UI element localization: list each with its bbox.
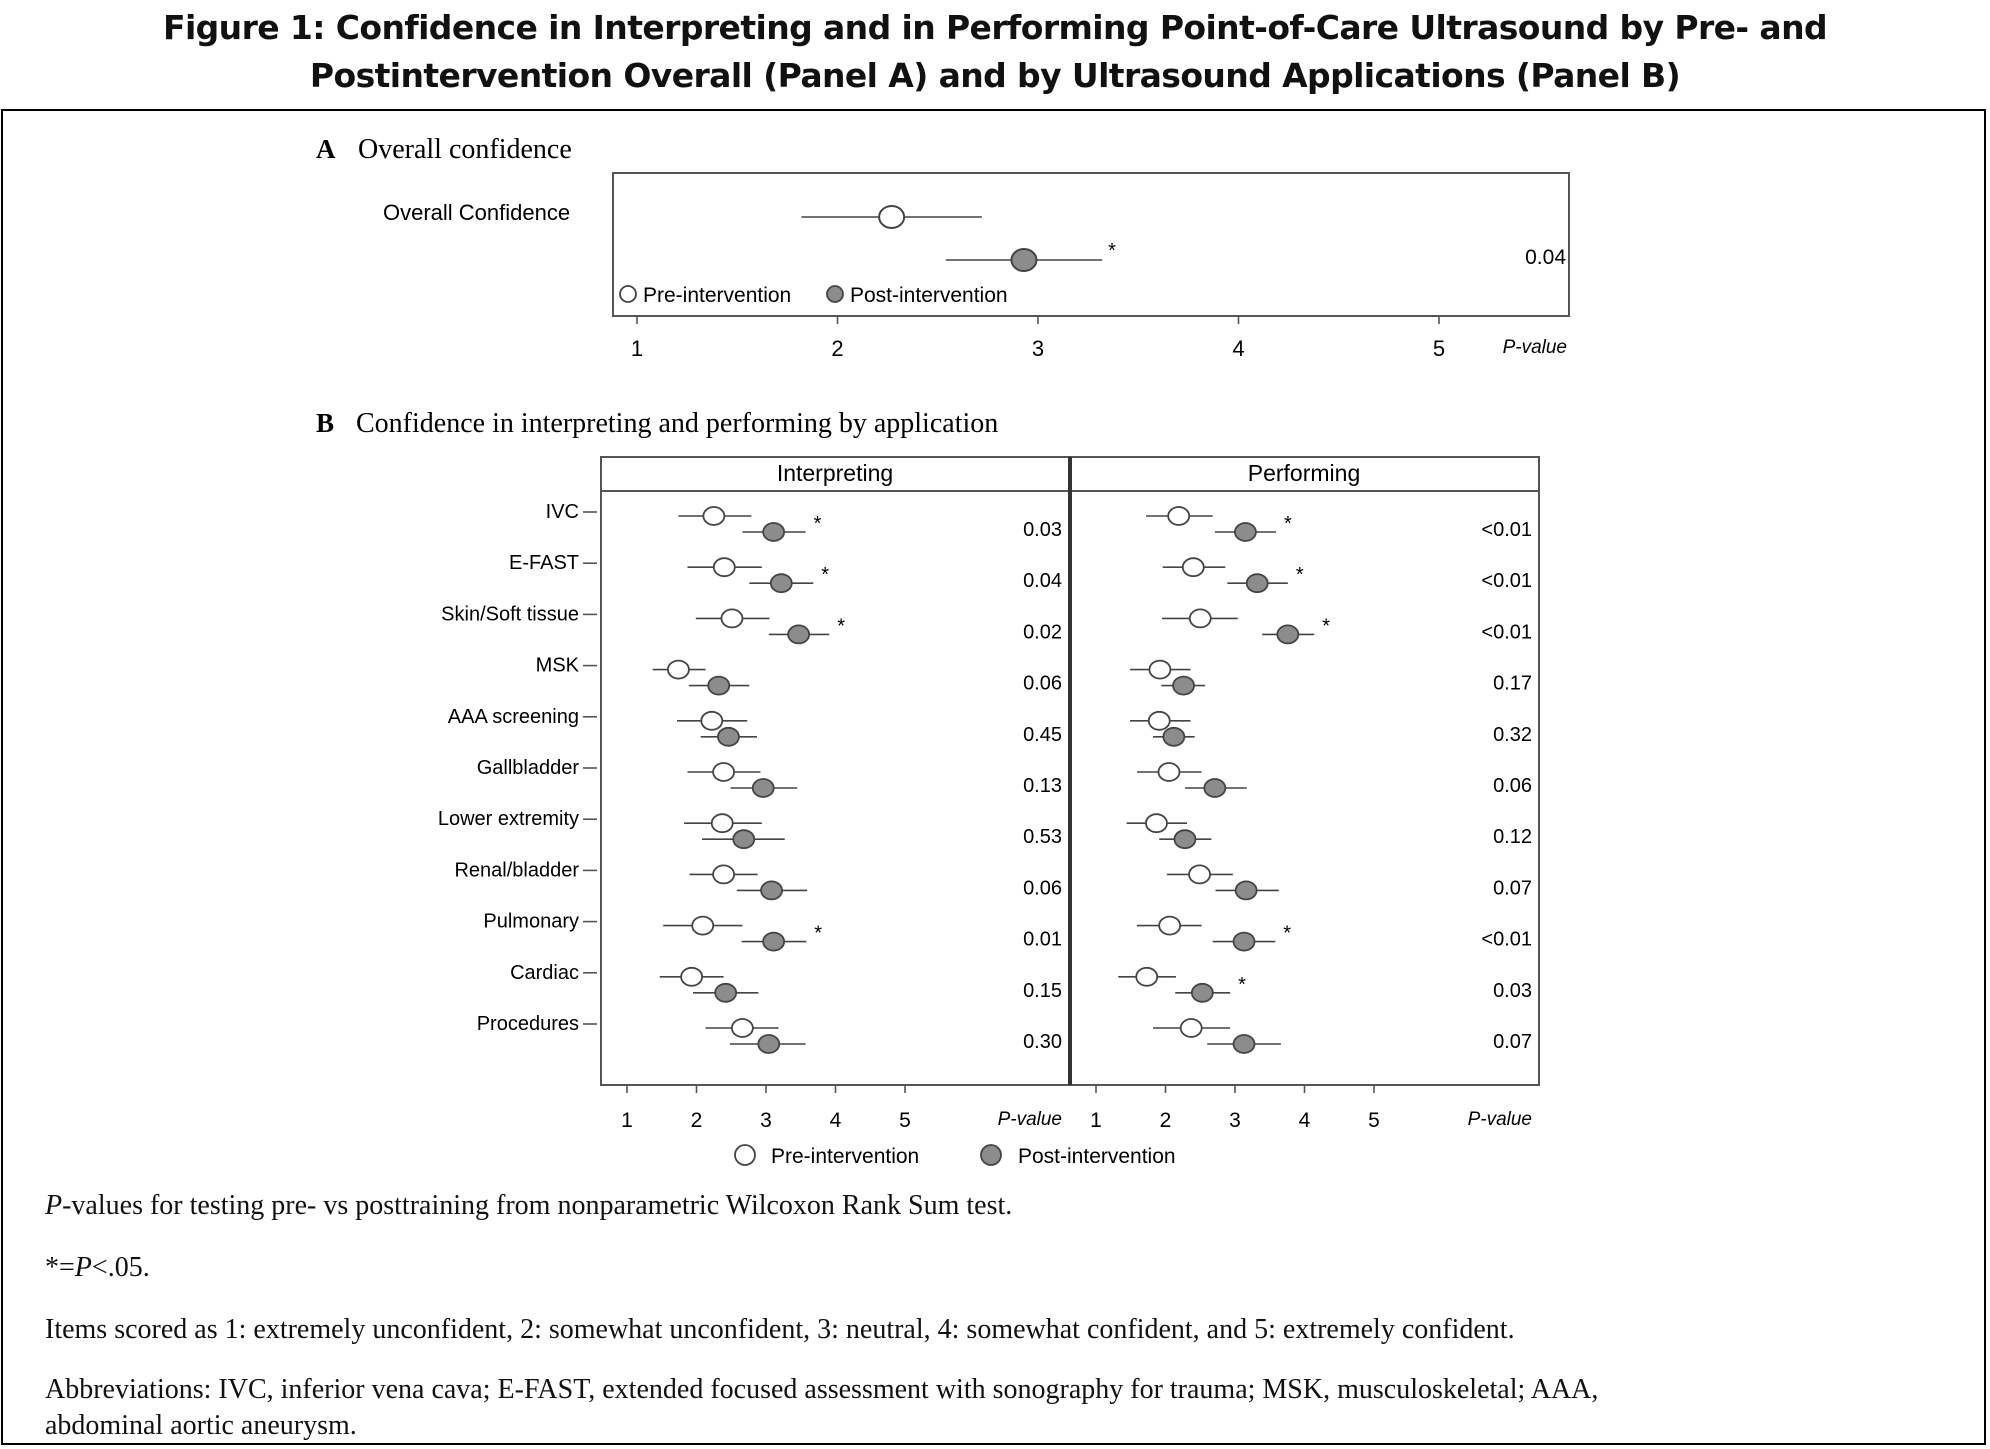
panel-b-interpreting-lower-extremity-post-point xyxy=(733,830,754,848)
panel-a-tick-label-1: 1 xyxy=(630,336,644,361)
panel-a-legend-post-label: Post-intervention xyxy=(850,284,1008,307)
panel-b-interpreting-gallbladder-p-value: 0.13 xyxy=(1023,775,1062,797)
panel-a-post-point xyxy=(1011,249,1036,271)
panel-b-row-label-pulmonary: Pulmonary xyxy=(483,910,579,933)
figure-title-line-2: Postintervention Overall (Panel A) and by Ultrasound Applications (Panel B) xyxy=(309,56,1681,95)
panel-b-performing-lower-extremity-p-value: 0.12 xyxy=(1493,826,1532,849)
panel-b-interpreting-renal-bladder-pre-point xyxy=(713,865,734,883)
panel-b-performing-pulmonary-pre-point xyxy=(1159,917,1180,935)
panel-b-interpreting-lower-extremity-pre-point xyxy=(712,814,733,832)
panel-b-interpreting-skin-soft-tissue-p-value: 0.02 xyxy=(1023,621,1062,644)
panel-b-legend-post-marker xyxy=(981,1145,1001,1165)
panel-a-legend-post-marker xyxy=(827,286,843,302)
panel-b-interpreting-cardiac-post-point xyxy=(715,984,736,1002)
panel-b-performing-cardiac-post-point xyxy=(1192,984,1213,1002)
panel-b-interpreting-ivc-pre-point xyxy=(703,507,724,525)
panel-a-letter: A xyxy=(316,134,336,164)
panel-b-performing-tick-label-3: 3 xyxy=(1229,1109,1241,1132)
panel-b-interpreting-e-fast-pre-point xyxy=(714,558,735,576)
panel-b-performing-pulmonary-p-value: <0.01 xyxy=(1481,928,1532,951)
panel-b-interpreting-aaa-screening-pre-point xyxy=(701,712,722,730)
panel-b-performing-renal-bladder-post-point xyxy=(1236,881,1257,899)
panel-b-performing-ivc-significance-star: * xyxy=(1284,513,1292,535)
panel-b-interpreting-msk-post-point xyxy=(708,677,729,695)
panel-a-row-label: Overall Confidence xyxy=(383,200,571,225)
panel-b-interpreting-pulmonary-post-point xyxy=(763,933,784,951)
panel-b-performing-gallbladder-pre-point xyxy=(1158,763,1179,781)
panel-b-interpreting-gallbladder-pre-point xyxy=(713,763,734,781)
panel-b-performing-e-fast-post-point xyxy=(1247,574,1268,592)
panel-b-interpreting-frame xyxy=(601,457,1069,1085)
panel-b-performing-msk-post-point xyxy=(1173,677,1194,695)
panel-b-performing-skin-soft-tissue-p-value: <0.01 xyxy=(1481,621,1532,644)
panel-a-x-label: P-value xyxy=(1502,337,1567,358)
panel-b-performing-ivc-p-value: <0.01 xyxy=(1481,519,1532,541)
panel-b-interpreting-msk-p-value: 0.06 xyxy=(1023,672,1062,695)
panel-a-tick-label-3: 3 xyxy=(1031,336,1045,361)
panel-b-performing-aaa-screening-p-value: 0.32 xyxy=(1493,723,1532,746)
panel-b-performing-lower-extremity-post-point xyxy=(1174,830,1195,848)
panel-b-performing-gallbladder-post-point xyxy=(1204,779,1225,797)
panel-b-interpreting-ivc-post-point xyxy=(763,523,784,541)
panel-b-performing-ivc-post-point xyxy=(1235,523,1256,541)
panel-b-interpreting-procedures-pre-point xyxy=(732,1019,753,1037)
panel-a-legend-pre-marker xyxy=(620,286,636,302)
panel-b-performing-cardiac-p-value: 0.03 xyxy=(1493,979,1532,1002)
panel-b-performing-e-fast-pre-point xyxy=(1183,558,1204,576)
panel-b-interpreting-procedures-post-point xyxy=(758,1035,779,1053)
panel-b-performing-tick-label-4: 4 xyxy=(1298,1109,1311,1132)
panel-b-performing-ivc-pre-point xyxy=(1168,507,1189,525)
panel-b-interpreting-pulmonary-significance-star: * xyxy=(814,922,823,945)
footnote-p-italic: P xyxy=(45,1190,63,1221)
panel-b-interpreting-aaa-screening-post-point xyxy=(718,728,739,746)
panel-b-legend-post-label: Post-intervention xyxy=(1018,1145,1176,1168)
figure-title-line-1: Figure 1: Confidence in Interpreting and in Performing Point-of-Care Ultrasound by Pre- and xyxy=(163,8,1827,47)
footnote-significance-text: <.05. xyxy=(91,1252,150,1283)
panel-b-interpreting-tick-label-4: 4 xyxy=(829,1109,842,1132)
panel-a-title: Overall confidence xyxy=(358,134,572,165)
panel-b-performing-lower-extremity-pre-point xyxy=(1146,814,1167,832)
panel-b-performing-pulmonary-significance-star: * xyxy=(1283,922,1292,945)
panel-b-interpreting-tick-label-2: 2 xyxy=(690,1109,703,1132)
footnote-abbreviations xyxy=(45,1372,1965,1444)
panel-b-row-label-renal-bladder: Renal/bladder xyxy=(454,859,579,882)
panel-b-row-label-lower-extremity: Lower extremity xyxy=(437,808,579,831)
panel-b-interpreting-procedures-p-value: 0.30 xyxy=(1023,1031,1062,1053)
panel-b-interpreting-skin-soft-tissue-pre-point xyxy=(721,609,742,627)
panel-b-performing-procedures-post-point xyxy=(1234,1035,1255,1053)
panel-b-interpreting-tick-label-1: 1 xyxy=(621,1109,633,1132)
panel-b-interpreting-skin-soft-tissue-significance-star: * xyxy=(837,615,846,638)
panel-b-row-label-procedures: Procedures xyxy=(476,1013,579,1035)
panel-a-legend-pre-label: Pre-intervention xyxy=(643,284,792,307)
panel-b-row-label-skin-soft-tissue: Skin/Soft tissue xyxy=(441,603,579,626)
panel-b-row-label-gallbladder: Gallbladder xyxy=(476,757,579,779)
panel-b-interpreting-tick-label-5: 5 xyxy=(899,1109,911,1132)
panel-a-marks xyxy=(383,200,1567,361)
panel-b-interpreting-e-fast-post-point xyxy=(771,574,792,592)
panel-b-performing-e-fast-p-value: <0.01 xyxy=(1481,570,1532,593)
panel-b-interpreting-renal-bladder-p-value: 0.06 xyxy=(1023,877,1062,900)
panel-b-performing-procedures-pre-point xyxy=(1181,1019,1202,1037)
panel-b-performing-renal-bladder-pre-point xyxy=(1189,865,1210,883)
panel-b-interpreting-lower-extremity-p-value: 0.53 xyxy=(1023,826,1062,849)
panel-b-interpreting-tick-label-3: 3 xyxy=(760,1109,772,1132)
footnote-abbreviations-line-2: abdominal aortic aneurysm. xyxy=(45,1410,357,1441)
footnote-pvalue-text: -values for testing pre- vs posttraining from nonparametric Wilcoxon Rank Sum test. xyxy=(62,1190,1013,1221)
panel-b-performing-x-label: P-value xyxy=(1467,1109,1532,1130)
panel-b-interpreting-ivc-significance-star: * xyxy=(813,513,822,535)
panel-b-interpreting-e-fast-significance-star: * xyxy=(821,564,830,587)
panel-b-performing-aaa-screening-post-point xyxy=(1163,728,1184,746)
panel-b-performing-procedures-p-value: 0.07 xyxy=(1493,1031,1532,1053)
footnote-p-italic-2: P xyxy=(74,1252,92,1283)
panel-b-row-label-ivc: IVC xyxy=(545,501,579,523)
panel-b-interpreting-gallbladder-post-point xyxy=(753,779,774,797)
panel-b-performing-tick-label-1: 1 xyxy=(1090,1109,1102,1132)
panel-b-performing-header: Performing xyxy=(1247,460,1361,486)
panel-b-performing-tick-label-5: 5 xyxy=(1368,1109,1380,1132)
panel-b-performing-cardiac-pre-point xyxy=(1136,968,1157,986)
panel-b-interpreting-e-fast-p-value: 0.04 xyxy=(1023,570,1062,593)
panel-b-performing-cardiac-significance-star: * xyxy=(1238,973,1246,996)
panel-b-interpreting-x-label: P-value xyxy=(997,1109,1062,1130)
panel-b-interpreting-cardiac-p-value: 0.15 xyxy=(1023,979,1062,1002)
panel-b-performing-msk-p-value: 0.17 xyxy=(1493,672,1532,695)
footnote-pvalue-test xyxy=(45,1188,1965,1224)
panel-a-significance-star: * xyxy=(1108,240,1116,262)
panel-b-performing-msk-pre-point xyxy=(1149,661,1170,679)
panel-b-legend-pre-marker xyxy=(735,1145,755,1165)
panel-a-tick-label-4: 4 xyxy=(1232,336,1245,361)
panel-b-interpreting-ivc-p-value: 0.03 xyxy=(1023,519,1062,541)
panel-b-performing-skin-soft-tissue-pre-point xyxy=(1190,609,1211,627)
panel-b-performing-tick-label-2: 2 xyxy=(1159,1109,1172,1132)
panel-a-tick-label-5: 5 xyxy=(1432,336,1446,361)
panel-b-title: Confidence in interpreting and performing by application xyxy=(356,408,999,439)
panel-b-performing-aaa-screening-pre-point xyxy=(1149,712,1170,730)
footnote-abbreviations-line-1: Abbreviations: IVC, inferior vena cava; E-FAST, extended focused assessment with sonography for trauma; MSK, musculoskeletal; AAA, xyxy=(45,1374,1599,1405)
panel-a-p-value: 0.04 xyxy=(1525,246,1566,269)
panel-b-performing-renal-bladder-p-value: 0.07 xyxy=(1493,877,1532,900)
panel-b-interpreting-renal-bladder-post-point xyxy=(761,881,782,899)
panel-b-letter: B xyxy=(316,408,335,438)
panel-b-performing-gallbladder-p-value: 0.06 xyxy=(1493,775,1532,797)
panel-b-performing-pulmonary-post-point xyxy=(1234,933,1255,951)
footnote-significance xyxy=(45,1250,1965,1286)
panel-b-performing-skin-soft-tissue-post-point xyxy=(1277,625,1298,643)
panel-b-interpreting-aaa-screening-p-value: 0.45 xyxy=(1023,723,1062,746)
panel-b-performing-frame xyxy=(1071,457,1539,1085)
panel-b-interpreting-msk-pre-point xyxy=(668,661,689,679)
panel-b-row-label-e-fast: E-FAST xyxy=(508,552,579,575)
panel-b-row-label-cardiac: Cardiac xyxy=(510,961,579,984)
panel-b-interpreting-skin-soft-tissue-post-point xyxy=(788,625,809,643)
panel-a-tick-label-2: 2 xyxy=(831,336,844,361)
panel-b-performing-skin-soft-tissue-significance-star: * xyxy=(1322,615,1331,638)
panel-b-legend-pre-label: Pre-intervention xyxy=(771,1145,920,1168)
panel-b-interpreting-cardiac-pre-point xyxy=(681,968,702,986)
footnote-star: *= xyxy=(45,1252,75,1283)
panel-a-pre-point xyxy=(879,206,904,228)
panel-b-performing-e-fast-significance-star: * xyxy=(1295,564,1304,587)
panel-b-interpreting-pulmonary-p-value: 0.01 xyxy=(1023,928,1062,951)
panel-b-row-label-msk: MSK xyxy=(535,654,579,677)
footnote-scoring: Items scored as 1: extremely unconfident, 2: somewhat unconfident, 3: neutral, 4: somewhat confident, and 5: extremely confident. xyxy=(45,1314,1515,1345)
panel-b-row-label-aaa-screening: AAA screening xyxy=(447,705,579,728)
panel-b-interpreting-header: Interpreting xyxy=(776,460,894,486)
panel-b-interpreting-pulmonary-pre-point xyxy=(692,917,713,935)
